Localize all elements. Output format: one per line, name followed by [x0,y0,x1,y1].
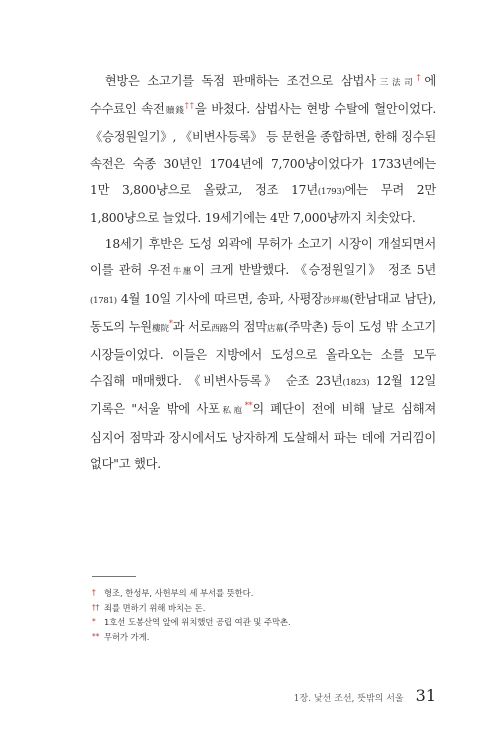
hanja-gloss: 牛廛 [170,267,193,278]
hanja-gloss: (1823) [342,378,370,389]
footnote-symbol: †† [92,602,100,612]
footnote-marker: ** [244,401,253,411]
text-run: 과 서로 [172,319,212,334]
footnote [92,586,392,601]
footnote-text: 죄를 면하기 위해 바치는 돈. [104,602,206,613]
footnote-divider [92,576,136,577]
hanja-gloss: 私庖 [219,406,245,417]
footnote-marker: * [168,318,173,328]
paragraph-2 [90,231,436,477]
text-run: 을 바쳤다. 삼법사는 현방 수탈에 혈안이었다. 《승정원일기》, 《비변사등록》 등 문헌을 종합하면, 한해 징수된 속전은 숙종 30년인 1704년에 7,700냥이었다가 1733년에는 1만 3,800냥으로 올랐고, 정조 17년 [90,102,436,197]
text-run: (한남대교 남단), 동도의 누원 [90,291,436,334]
text-run: 4월 10일 기사에 따르면, 송파, 사평장 [116,291,323,306]
text-run: 에는 무려 2만 1,800냥으로 늘었다. 19세기에는 4만 7,000냥까지 치솟았다. [90,182,436,226]
footnote [92,630,392,645]
text-run: 의 폐단이 전에 비해 날로 심해져 심지어 점막과 장시에서도 낭자하게 도살해서 파는 데에 거리낌이 없다"고 했다. [90,402,436,471]
hanja-gloss: 店幕 [266,323,284,334]
page-number: 31 [415,686,436,705]
footnote-text: 무허가 가게. [104,631,150,642]
text-run: 현방은 소고기를 독점 판매하는 조건으로 삼법사 [104,74,376,88]
hanja-gloss: 贖錢 [164,106,185,117]
footnote-text: 형조, 한성부, 사헌부의 세 부서를 뜻한다. [104,588,254,598]
hanja-gloss: 沙坪場 [322,295,350,306]
paragraph-1 [90,68,436,231]
text-run: 의 점막 [228,319,267,334]
text-run: 12월 12일 기록은 "서울 밖에 사포 [90,374,437,417]
text-run: (주막촌) 등이 도성 밖 소고기 시장들이었다. 이들은 지방에서 도성으로 올라오는 소를 모두 수집해 매매했다. 《비변사등록》 순조 23년 [90,319,436,389]
hanja-gloss: 三法司 [375,78,417,88]
text-run: 18세기 후반은 도성 외곽에 무허가 소고기 시장이 개설되면서 이를 관허 우전 [90,237,436,278]
footnote-marker: † [416,72,425,82]
hanja-gloss: (1793) [317,186,345,197]
text-run: 이 크게 반발했다. 《승정원일기》 정조 5년 [192,263,436,278]
page-footer [294,686,436,705]
footnote [92,601,392,616]
running-head: 1장. 낯선 조선, 뜻밖의 서울 [293,694,404,704]
hanja-gloss: 西路 [211,323,229,334]
footnote-symbol: * [92,617,96,626]
footnote-symbol: † [92,588,96,597]
hanja-gloss: (1781) [90,295,117,306]
text-run: 에 수수료인 속전 [90,74,436,117]
footnote-marker: †† [184,101,195,111]
body-text [90,68,436,477]
footnotes [92,586,392,644]
footnote-symbol: ** [92,631,100,641]
hanja-gloss: 樓院 [151,323,169,334]
footnote-text: 1호선 도봉산역 앞에 위치했던 공립 여관 및 주막촌. [104,617,291,627]
footnote [92,615,392,630]
